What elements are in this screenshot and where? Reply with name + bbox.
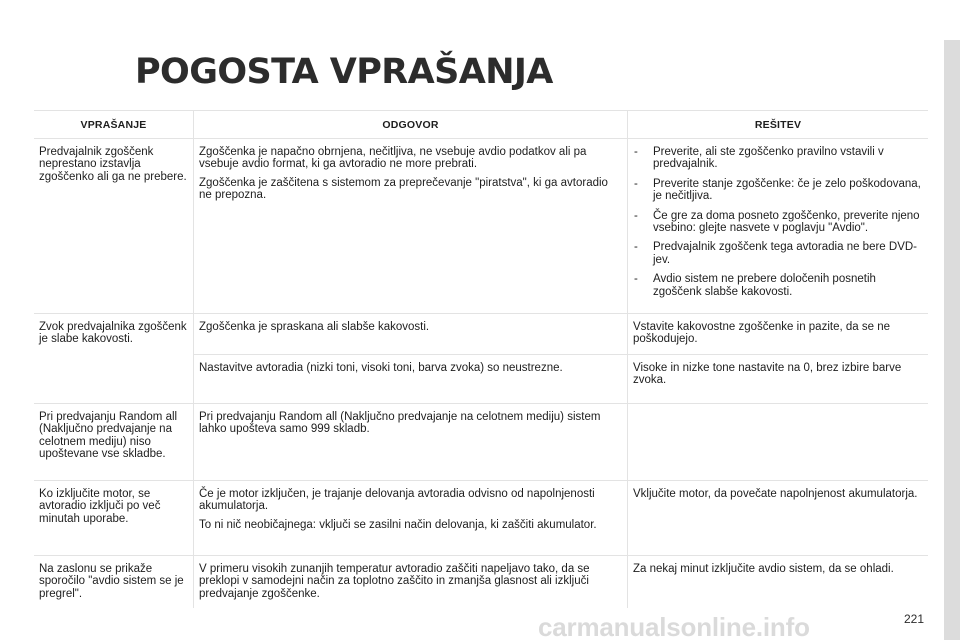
solution-cell: Vstavite kakovostne zgoščenke in pazite, da se ne poškodujejo. bbox=[628, 314, 928, 354]
question-cell: Pri predvajanju Random all (Naključno predvajanje na celotnem mediju) niso upoštevane vse skladbe. bbox=[34, 404, 193, 480]
question-cell: Zvok predvajalnika zgoščenk je slabe kakovosti. bbox=[34, 314, 193, 403]
watermark: carmanualsonline.info bbox=[538, 612, 810, 640]
answer-paragraph: To ni nič neobičajnega: vključi se zasilni način delovanja, ki zaščiti akumulator. bbox=[199, 518, 597, 531]
solution-cell: Visoke in nizke tone nastavite na 0, brez izbire barve zvoka. bbox=[628, 355, 928, 403]
answer-paragraph: Zgoščenka je zaščitena s sistemom za preprečevanje "piratstva", ki ga avtoradio ne prepozna. bbox=[199, 176, 608, 202]
answer-paragraph: Zgoščenka je napačno obrnjena, nečitljiva, ne vsebuje avdio podatkov ali pa vsebuje avdio format, ki ga avtoradio ne more prebrati. bbox=[199, 146, 587, 171]
page-title: POGOSTA VPRAŠANJA bbox=[135, 52, 553, 92]
header-question: VPRAŠANJE bbox=[34, 111, 193, 138]
solution-item: - Preverite, ali ste zgoščenko pravilno vstavili v predvajalnik. bbox=[633, 146, 924, 171]
answer-paragraph: Pri predvajanju Random all (Naključno predvajanje na celotnem mediju) sistem lahko upošteva samo 999 skladb. bbox=[199, 411, 601, 436]
answer-cell bbox=[194, 404, 627, 480]
question-cell: Na zaslonu se prikaže sporočilo "avdio sistem se je pregrel". bbox=[34, 556, 193, 611]
side-strip bbox=[944, 40, 960, 640]
answer-paragraph: V primeru visokih zunanjih temperatur avtoradio zaščiti napeljavo tako, da se preklopi v samodejni način za toplotno zaščito in zmanjša glasnost ali izključi predvajanje zgoščenke. bbox=[199, 563, 590, 600]
answer-cell bbox=[194, 556, 627, 611]
answer-cell bbox=[194, 355, 627, 403]
solution-cell bbox=[628, 139, 928, 313]
answer-paragraph: Nastavitve avtoradia (nizki toni, visoki toni, barva zvoka) so neustrezne. bbox=[199, 362, 563, 374]
solution-item: - Avdio sistem ne prebere določenih posnetih zgoščenk slabše kakovosti. bbox=[633, 273, 924, 298]
page-number: 221 bbox=[904, 612, 925, 626]
solution-list bbox=[633, 146, 924, 298]
solution-cell: Vključite motor, da povečate napolnjenost akumulatorja. bbox=[628, 481, 928, 555]
solution-item: - Preverite stanje zgoščenke: če je zelo poškodovana, je nečitljiva. bbox=[633, 178, 924, 203]
answer-cell bbox=[194, 139, 627, 313]
header-solution: REŠITEV bbox=[628, 111, 928, 138]
solution-item: - Če gre za doma posneto zgoščenko, preverite njeno vsebino: glejte nasvete v poglavju "Avdio". bbox=[633, 210, 924, 235]
faq-table bbox=[34, 110, 928, 608]
answer-cell bbox=[194, 481, 627, 555]
question-cell: Predvajalnik zgoščenk neprestano izstavlja zgoščenko ali ga ne prebere. bbox=[34, 139, 193, 313]
solution-cell: Za nekaj minut izključite avdio sistem, da se ohladi. bbox=[628, 556, 928, 611]
header-answer: ODGOVOR bbox=[194, 111, 627, 138]
solution-item: - Predvajalnik zgoščenk tega avtoradia ne bere DVD-jev. bbox=[633, 241, 924, 266]
solution-cell bbox=[628, 404, 928, 480]
question-cell: Ko izključite motor, se avtoradio izključi po več minutah uporabe. bbox=[34, 481, 193, 555]
answer-paragraph: Če je motor izključen, je trajanje delovanja avtoradia odvisno od napolnjenosti akumulatorja. bbox=[199, 488, 595, 513]
answer-cell bbox=[194, 314, 627, 354]
answer-paragraph: Zgoščenka je spraskana ali slabše kakovosti. bbox=[199, 321, 430, 333]
